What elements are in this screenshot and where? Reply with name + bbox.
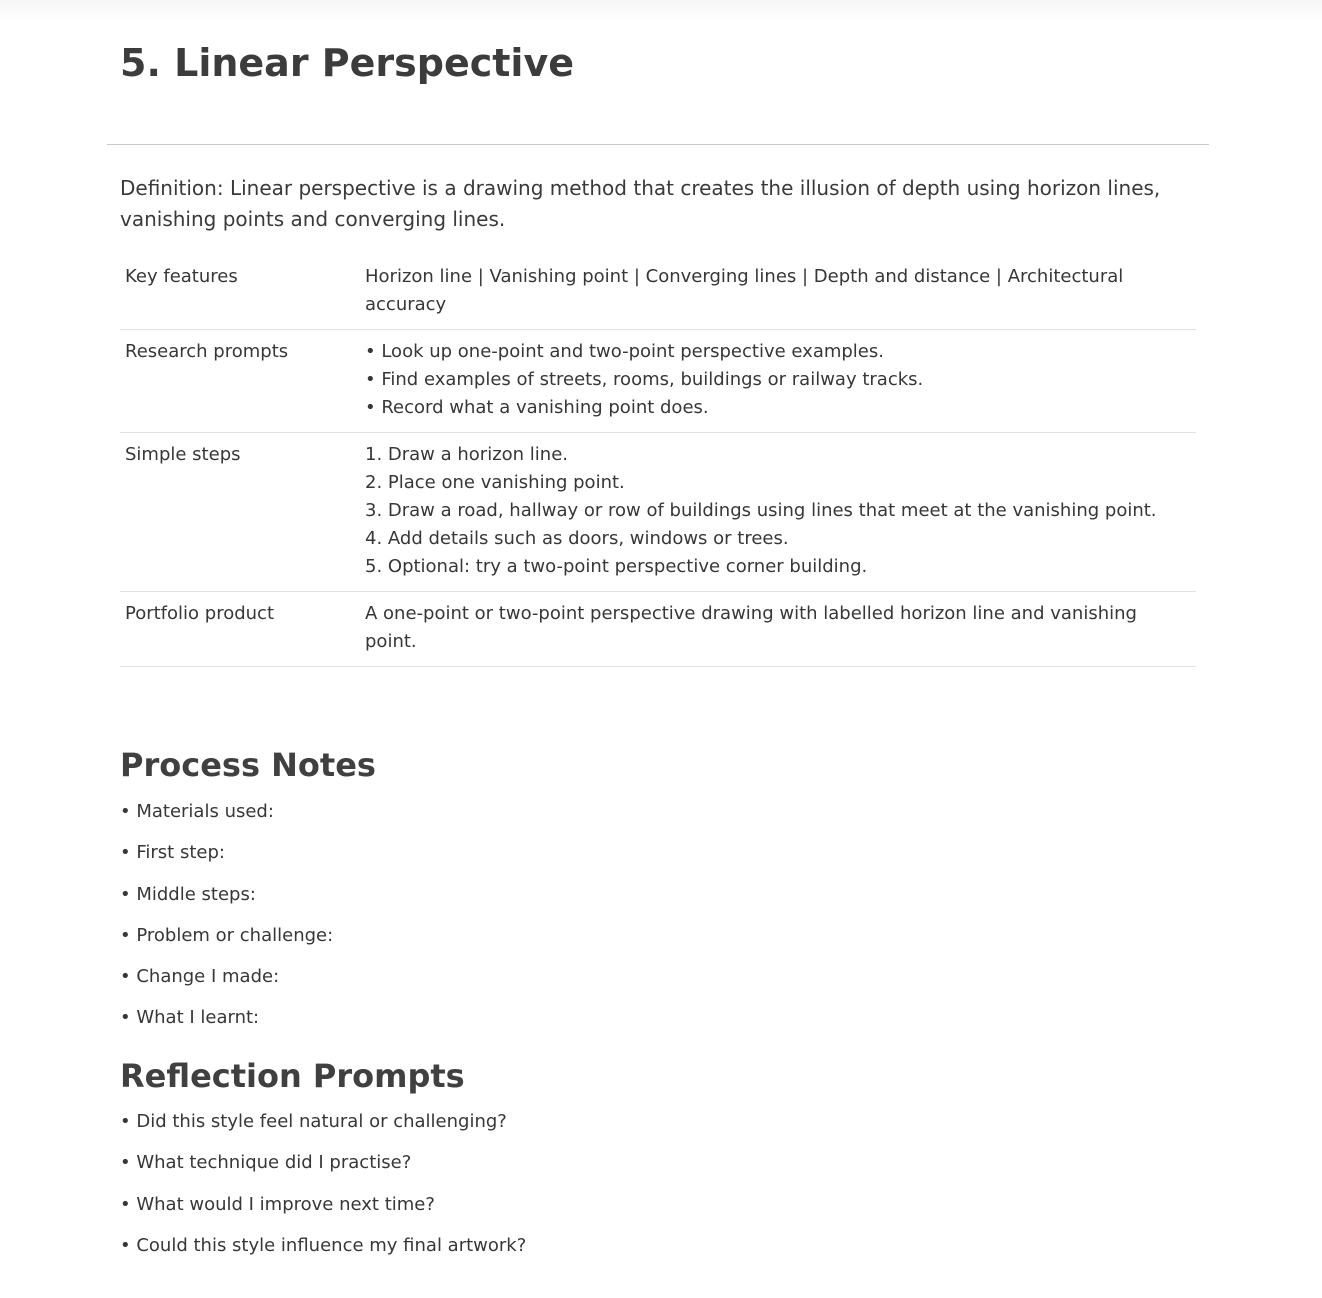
list-item: • What technique did I practise?	[120, 1152, 412, 1174]
step-item: 3. Draw a road, hallway or row of buildings using lines that meet at the vanishing point.	[365, 500, 1157, 521]
step-item: 1. Draw a horizon line.	[365, 444, 569, 465]
row-label: Simple steps	[120, 433, 360, 592]
row-value	[360, 433, 1196, 592]
row-value	[360, 330, 1196, 433]
list-item: • Did this style feel natural or challenging?	[120, 1111, 507, 1132]
list-item: • What would I improve next time?	[120, 1193, 435, 1215]
top-shadow	[0, 0, 1322, 22]
table-row-research-prompts	[120, 330, 1196, 433]
row-value: Horizon line | Vanishing point | Converging lines | Depth and distance | Architectural accuracy	[360, 255, 1196, 330]
reflection-prompts-heading: Reflection Prompts	[120, 1057, 465, 1095]
table-row-key-features	[120, 255, 1196, 330]
reflection-prompts-list	[120, 1110, 526, 1275]
list-item: • Could this style influence my final artwork?	[120, 1234, 527, 1256]
page-title: 5. Linear Perspective	[120, 41, 574, 85]
list-item: • Materials used:	[120, 801, 274, 822]
row-label: Portfolio product	[120, 592, 360, 667]
step-item: 4. Add details such as doors, windows or trees.	[365, 528, 789, 549]
row-value: A one-point or two-point perspective drawing with labelled horizon line and vanishing point.	[360, 592, 1196, 667]
row-label: Key features	[120, 255, 360, 330]
research-prompt-item: • Look up one-point and two-point perspective examples.	[365, 341, 884, 362]
list-item: • Change I made:	[120, 966, 280, 988]
row-label: Research prompts	[120, 330, 360, 433]
process-notes-heading: Process Notes	[120, 746, 376, 784]
process-notes-list	[120, 800, 333, 1048]
list-item: • What I learnt:	[120, 1007, 260, 1029]
step-item: 2. Place one vanishing point.	[365, 472, 625, 493]
table-row-portfolio-product	[120, 592, 1196, 667]
list-item: • Problem or challenge:	[120, 924, 334, 946]
table-row-simple-steps	[120, 433, 1196, 592]
research-prompt-item: • Find examples of streets, rooms, buildings or railway tracks.	[365, 369, 924, 390]
title-divider	[107, 144, 1209, 145]
info-table	[120, 255, 1196, 667]
list-item: • Middle steps:	[120, 883, 256, 905]
list-item: • First step:	[120, 842, 225, 864]
definition-text: Definition: Linear perspective is a drawing method that creates the illusion of depth using horizon lines, vanishing points and converging lines.	[120, 176, 1161, 231]
research-prompt-item: • Record what a vanishing point does.	[365, 397, 709, 418]
step-item: 5. Optional: try a two-point perspective corner building.	[365, 556, 868, 577]
